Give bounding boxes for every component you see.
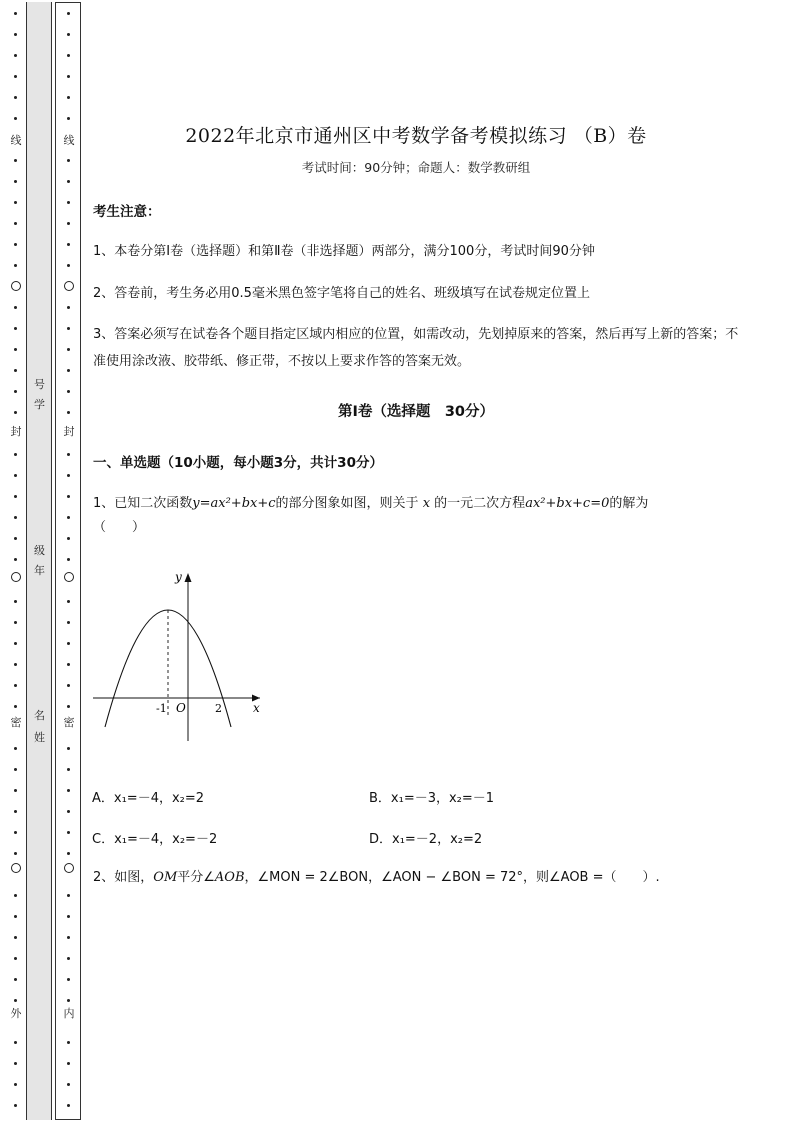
cut-dot: [67, 663, 70, 666]
cut-dot: [67, 12, 70, 15]
tick-label-2: 2: [215, 702, 222, 715]
cut-dot: [67, 810, 70, 813]
student-number-label: 号: [34, 378, 45, 391]
cut-dot: [14, 894, 17, 897]
cut-dot: [67, 978, 70, 981]
cut-dot: [67, 1041, 70, 1044]
cut-dot: [14, 1062, 17, 1065]
cut-dot: [14, 75, 17, 78]
cut-dot: [67, 621, 70, 624]
cut-dot: [14, 642, 17, 645]
cut-dot: [14, 936, 17, 939]
cut-dot: [14, 747, 17, 750]
cut-dot: [67, 831, 70, 834]
cut-dot: [67, 537, 70, 540]
origin-label: O: [176, 701, 186, 715]
q1-variable: x: [422, 496, 431, 511]
name-label: 名: [34, 709, 45, 722]
cut-dot: [14, 999, 17, 1002]
cut-dot: [67, 474, 70, 477]
cut-dot: [67, 33, 70, 36]
cut-dot: [67, 684, 70, 687]
option-d[interactable]: D．x₁=－2，x₂=2: [369, 832, 483, 847]
q2-text: 2、如图，: [93, 870, 154, 885]
cut-dot: [67, 1104, 70, 1107]
gutter-mark: 密: [10, 716, 22, 729]
cut-dot: [67, 768, 70, 771]
cut-dot: [14, 411, 17, 414]
gutter-mark: 外: [10, 1007, 22, 1020]
circle-mark: [64, 863, 74, 873]
gutter-mark: 线: [63, 134, 75, 147]
cut-dot: [14, 474, 17, 477]
cut-dot: [67, 54, 70, 57]
cut-dot: [67, 159, 70, 162]
cut-dot: [67, 936, 70, 939]
option-a[interactable]: A．x₁=－4，x₂=2: [92, 791, 205, 806]
cut-dot: [14, 852, 17, 855]
q2-angle-aob: AOB: [214, 870, 245, 885]
parabola-curve: [105, 610, 231, 727]
notice-item: 1、本卷分第I卷（选择题）和第Ⅱ卷（非选择题）两部分，满分100分，考试时间90分钟: [93, 244, 595, 259]
cut-dot: [67, 369, 70, 372]
cut-dot: [67, 306, 70, 309]
cut-dot: [67, 642, 70, 645]
binding-margin: [0, 0, 84, 1123]
cut-dot: [67, 1062, 70, 1065]
exam-subtitle: 考试时间：90分钟；命题人：数学教研组: [301, 160, 531, 175]
cut-dot: [14, 495, 17, 498]
section-title: 第I卷（选择题 30分）: [337, 404, 495, 420]
exam-title: 2022年北京市通州区中考数学备考模拟练习 （B）卷: [185, 125, 647, 147]
cut-line-outer: [8, 0, 24, 1123]
q2-text: ，∠MON = 2∠BON，∠AON − ∠BON = 72°，则∠AOB =（ ）.: [244, 870, 660, 885]
q1-text: 1、已知二次函数: [93, 496, 193, 511]
circle-mark: [64, 281, 74, 291]
circle-mark: [11, 863, 21, 873]
q1-equation: ax²+bx+c=0: [525, 496, 610, 511]
cut-dot: [14, 348, 17, 351]
cut-dot: [67, 957, 70, 960]
cut-dot: [14, 327, 17, 330]
cut-dot: [67, 516, 70, 519]
cut-dot: [14, 117, 17, 120]
q1-text: 的部分图象如图，则关于: [275, 496, 419, 511]
cut-dot: [14, 96, 17, 99]
y-axis-arrow: [185, 573, 192, 582]
cut-dot: [14, 684, 17, 687]
cut-dot: [67, 222, 70, 225]
cut-dot: [67, 327, 70, 330]
cut-dot: [14, 1041, 17, 1044]
q1-text: 的解为: [609, 496, 649, 511]
class-label: 级: [34, 544, 45, 557]
notice-item: 3、答案必须写在试卷各个题目指定区域内相应的位置，如需改动，先划掉原来的答案，然后再写上新的答案；不准使用涂改液、胶带纸、修正带，不按以上要求作答的答案无效。: [93, 327, 739, 369]
part-heading: 一、单选题（10小题，每小题3分，共计30分）: [93, 455, 383, 471]
cut-dot: [67, 495, 70, 498]
circle-mark: [64, 572, 74, 582]
cut-dot: [14, 768, 17, 771]
notice-item: 2、答卷前，考生务必用0.5毫米黑色签字笔将自己的姓名、班级填写在试卷规定位置上: [93, 286, 590, 301]
circle-mark: [11, 281, 21, 291]
notice-heading: 考生注意：: [93, 204, 161, 220]
cut-dot: [14, 558, 17, 561]
option-c[interactable]: C．x₁=－4，x₂=－2: [92, 832, 218, 847]
option-b[interactable]: B．x₁=－3，x₂=－1: [369, 791, 495, 806]
cut-dot: [14, 453, 17, 456]
cut-dot: [67, 894, 70, 897]
q1-text: 的一元二次方程: [434, 496, 526, 511]
cut-dot: [67, 117, 70, 120]
cut-dot: [14, 264, 17, 267]
cut-dot: [14, 369, 17, 372]
cut-dot: [67, 411, 70, 414]
cut-dot: [14, 159, 17, 162]
y-axis-label: y: [175, 570, 182, 584]
cut-dot: [14, 915, 17, 918]
student-number-label: 学: [34, 398, 45, 411]
name-label: 姓: [34, 731, 45, 744]
cut-dot: [67, 348, 70, 351]
cut-dot: [14, 1104, 17, 1107]
answer-paren: （ ）: [93, 520, 146, 535]
cut-dot: [67, 705, 70, 708]
cut-dot: [14, 390, 17, 393]
cut-dot: [67, 747, 70, 750]
cut-dot: [14, 810, 17, 813]
cut-dot: [14, 831, 17, 834]
gutter-mark: 密: [63, 716, 75, 729]
cut-dot: [67, 558, 70, 561]
cut-dot: [14, 978, 17, 981]
cut-dot: [14, 306, 17, 309]
cut-dot: [67, 789, 70, 792]
gutter-mark: 封: [10, 425, 22, 438]
cut-dot: [67, 243, 70, 246]
gutter-mark: 内: [63, 1007, 75, 1020]
gutter-mark: 封: [63, 425, 75, 438]
cut-dot: [67, 852, 70, 855]
cut-line-inner: [61, 0, 77, 1123]
cut-dot: [14, 33, 17, 36]
tick-label-neg1: -1: [156, 702, 167, 715]
cut-dot: [14, 222, 17, 225]
cut-dot: [14, 537, 17, 540]
question-2-stem: [93, 866, 745, 890]
cut-dot: [67, 264, 70, 267]
cut-dot: [67, 390, 70, 393]
gutter-mark: 线: [10, 134, 22, 147]
q1-function: y=ax²+bx+c: [192, 496, 276, 511]
cut-dot: [14, 1083, 17, 1086]
cut-dot: [67, 999, 70, 1002]
cut-dot: [67, 96, 70, 99]
cut-dot: [67, 201, 70, 204]
cut-dot: [14, 54, 17, 57]
cut-dot: [14, 180, 17, 183]
cut-dot: [14, 12, 17, 15]
cut-dot: [67, 180, 70, 183]
question-1-stem: [93, 492, 745, 540]
circle-mark: [11, 572, 21, 582]
q2-text: 平分∠: [177, 870, 215, 885]
x-axis-label: x: [253, 701, 260, 715]
cut-dot: [14, 243, 17, 246]
cut-dot: [14, 201, 17, 204]
class-label: 年: [34, 564, 45, 577]
cut-dot: [14, 600, 17, 603]
cut-dot: [14, 957, 17, 960]
cut-dot: [14, 705, 17, 708]
cut-dot: [14, 621, 17, 624]
cut-dot: [67, 915, 70, 918]
cut-dot: [67, 75, 70, 78]
cut-dot: [14, 516, 17, 519]
parabola-graph: [90, 565, 265, 745]
cut-dot: [67, 1083, 70, 1086]
cut-dot: [14, 663, 17, 666]
cut-dot: [14, 789, 17, 792]
cut-dot: [67, 453, 70, 456]
cut-dot: [67, 600, 70, 603]
q2-ray-om: OM: [153, 870, 178, 885]
